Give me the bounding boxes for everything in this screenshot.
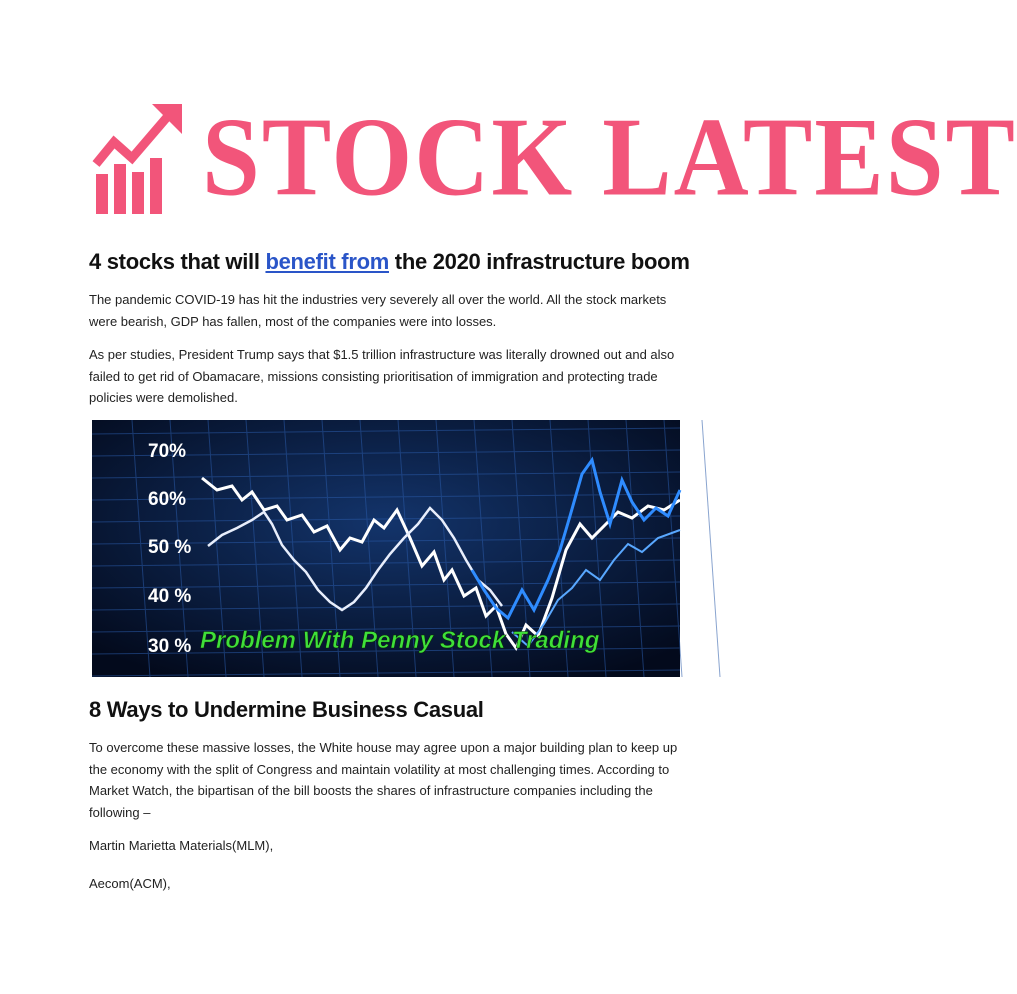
section-heading: 8 Ways to Undermine Business Casual [89,697,484,722]
logo-text: STOCK LATEST [202,95,1017,220]
chart-percent-label: 60% [148,489,187,510]
chart-percent-label: 50 % [148,537,192,558]
article-title: 4 stocks that will benefit from the 2020 infrastructure boom [89,249,690,274]
chart-caption: Problem With Penny Stock Trading [200,627,600,654]
chart-percent-label: 30 % [148,636,192,657]
company-item-mlm: Martin Marietta Materials(MLM), [89,838,274,853]
company-item-acm: Aecom(ACM), [89,876,171,891]
chart-grid-line [702,420,720,677]
bar-chart-arrow-icon [92,102,184,214]
paragraph-white-house: To overcome these massive losses, the White house may agree upon a major building plan to keep up the economy with the split of Congress and maintain volatility at most challenging times. According to Market Watch, the bipartisan of the bill boosts the shares of infrastructure companies including the following – [89,740,678,820]
site-logo [92,95,1017,220]
chart-percent-label: 70% [148,441,187,462]
chart-percent-label: 40 % [148,586,192,607]
paragraph-studies: As per studies, President Trump says that $1.5 trillion infrastructure was literally drowned out and also failed to get rid of Obamacare, missions consisting prioritisation of immigration and protecting trade policies were demolished. [89,347,675,405]
stock-chart-image [92,420,680,677]
paragraph-intro: The pandemic COVID-19 has hit the industries very severely all over the world. All the stock markets were bearish, GDP has fallen, most of the companies were into losses. [89,292,667,329]
benefit-link[interactable]: benefit from [265,249,389,274]
